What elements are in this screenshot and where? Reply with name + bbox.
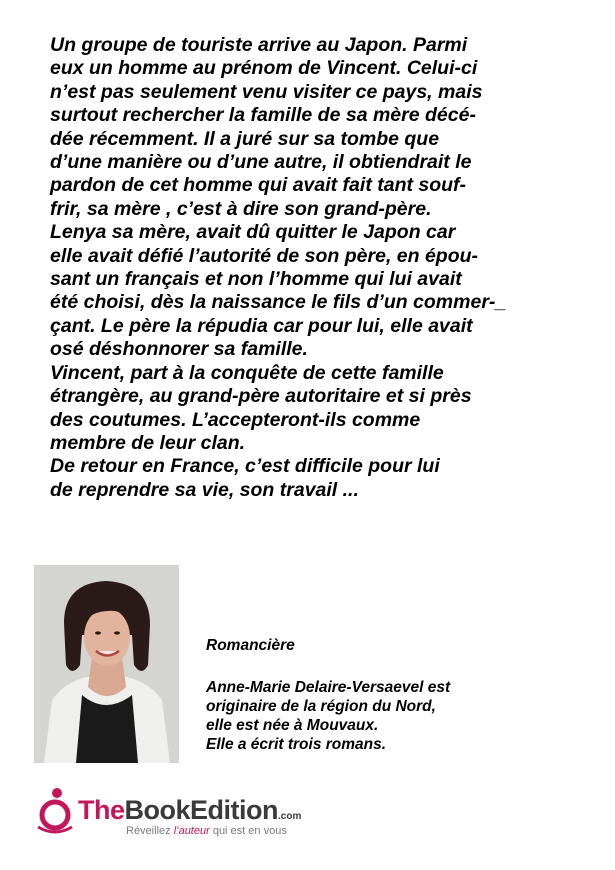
summary-line: des coutumes. L’accepteront-ils comme	[50, 408, 421, 431]
summary-line: sant un français et non l’homme qui lui avait	[50, 268, 462, 291]
author-bio-line: originaire de la région du Nord,	[206, 698, 436, 715]
summary-line: étrangère, au grand-père autoritaire et si près	[50, 385, 472, 408]
summary-line: Vincent, part à la conquête de cette famille	[50, 361, 444, 384]
summary-line: surtout rechercher la famille de sa mère décé-	[50, 104, 476, 127]
author-bio-line: Anne-Marie Delaire-Versaevel est	[206, 679, 451, 696]
publisher-logo	[34, 787, 334, 842]
tagline-highlight: l’auteur	[173, 825, 210, 837]
summary-line: elle avait défié l’autorité de son père, en épou-	[50, 244, 479, 267]
summary-line: été choisi, dès la naissance le fils d’un commer-_	[50, 291, 507, 314]
summary-line: Un groupe de touriste arrive au Japon. Parmi	[50, 34, 468, 56]
author-portrait-photo	[34, 565, 179, 763]
summary-line: membre de leur clan.	[50, 431, 246, 454]
logo-bookedition: BookEdition	[124, 795, 278, 825]
tagline-prefix: Réveillez	[126, 825, 174, 837]
summary-line: eux un homme au prénom de Vincent. Celui-ci	[50, 57, 478, 80]
summary-line: d’une manière ou d’une autre, il obtiendrait le	[50, 151, 472, 174]
author-portrait-illustration	[34, 565, 179, 763]
tagline-suffix: qui est en vous	[209, 825, 287, 837]
logo-suffix: .com	[278, 811, 302, 822]
summary-line: n’est pas seulement venu visiter ce pays, mais	[50, 80, 483, 103]
back-cover-summary	[50, 34, 590, 502]
summary-line: De retour en France, c’est difficile pour lui	[50, 455, 440, 478]
author-bio-line: Elle a écrit trois romans.	[206, 736, 387, 753]
summary-line: osé déshonnorer sa famille.	[50, 338, 308, 361]
summary-line: de reprendre sa vie, son travail ...	[50, 478, 359, 501]
summary-line: pardon de cet homme qui avait fait tant souf-	[50, 174, 467, 197]
summary-line: Lenya sa mère, avait dû quitter le Japon car	[50, 221, 456, 244]
summary-line: frir, sa mère , c’est à dire son grand-père.	[50, 197, 432, 220]
author-bio-line: elle est née à Mouvaux.	[206, 717, 379, 734]
author-role: Romancière	[206, 637, 295, 654]
summary-line: dée récemment. Il a juré sur sa tombe que	[50, 127, 440, 150]
author-bio	[206, 636, 586, 754]
thebookedition-logo-icon	[34, 787, 74, 837]
logo-tagline	[126, 825, 287, 837]
summary-line: çant. Le père la répudia car pour lui, elle avait	[50, 314, 473, 337]
logo-the: The	[78, 795, 125, 825]
